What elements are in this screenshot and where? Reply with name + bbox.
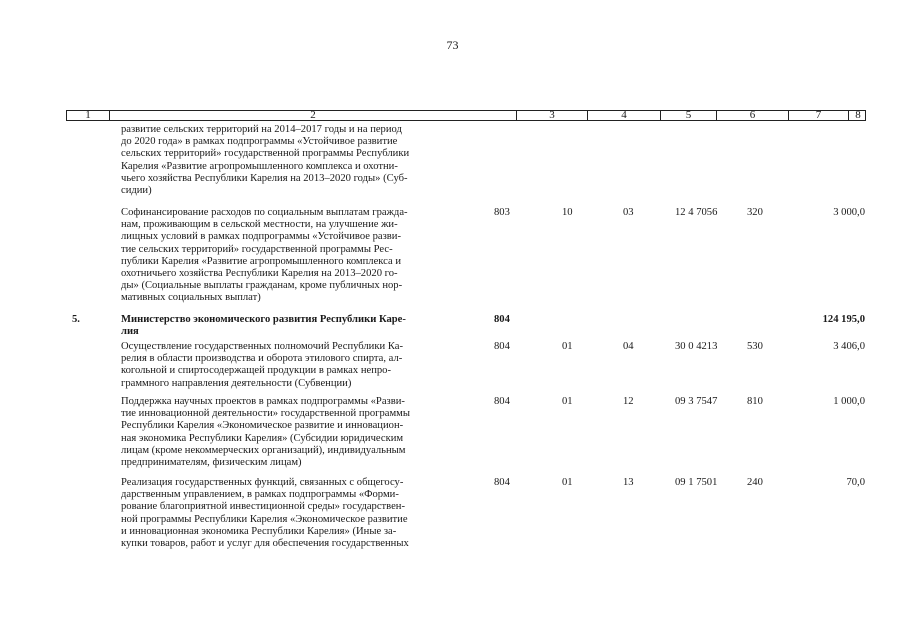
row-c6-value: 09 1 7501: [675, 477, 718, 488]
row-description-line: сельских территорий» государственной программы Республики: [121, 148, 410, 160]
header-cell-4: 4: [588, 111, 661, 120]
row-c8-value: 3 406,0: [833, 341, 865, 352]
row-c5-value: 03: [623, 207, 634, 218]
row-c7-value: 320: [747, 207, 763, 218]
row-description-line: когольной и спиртосодержащей продукции в рамках непро-: [121, 365, 391, 377]
row-c4-value: 01: [562, 396, 573, 407]
row-description-line: ной программы Республики Карелия «Экономическое развитие: [121, 513, 408, 525]
row-c8-value: 70,0: [846, 477, 865, 488]
row-description-line: развитие сельских территорий на 2014–2017 годы и на период: [121, 124, 402, 135]
row-c4-value: 01: [562, 477, 573, 488]
row-description-line: дарственным управлением, в рамках подпрограммы «Форми-: [121, 489, 399, 501]
row-description-line: до 2020 года» в рамках подпрограммы «Устойчивое развитие: [121, 136, 398, 148]
row-description-line: рование благоприятной инвестиционной среды» государствен-: [121, 501, 406, 513]
row-description-line: публики Карелия «Развитие агропромышленного комплекса и: [121, 255, 402, 267]
row-description-line: Поддержка научных проектов в рамках подпрограммы «Разви-: [121, 396, 405, 407]
row-description-line: Реализация государственных функций, связанных с общегосу-: [121, 477, 404, 488]
header-cell-8: 8: [855, 109, 861, 121]
row-c5-value: 04: [623, 341, 634, 352]
page-number: 73: [446, 38, 459, 52]
row-description-line: предпринимателям, физическим лицам): [121, 457, 302, 468]
row-description-line: релия в области производства и оборота этилового спирта, ал-: [121, 353, 403, 365]
row-c3-value: 804: [494, 341, 510, 352]
row-c3-value: 804: [494, 314, 510, 325]
row-description-line: лищных условий в рамках подпрограммы «Устойчивое разви-: [121, 231, 402, 243]
row-description-line: ная экономика Республики Карелия» (Субсидии юридическим: [121, 432, 404, 444]
row-c4-value: 01: [562, 341, 573, 352]
row-description-line: сидии): [121, 185, 152, 196]
row-description-line: ды» (Социальные выплаты гражданам, кроме публичных нор-: [121, 280, 403, 292]
row-c3-value: 803: [494, 207, 510, 218]
row-c5-value: 13: [623, 477, 634, 488]
row-description-line: и инновационная экономика Республики Карелия» (Иные за-: [121, 525, 397, 537]
header-cell-2: 2: [110, 111, 517, 120]
row-description-line: Карелия «Развитие агропромышленного комплекса и охотни-: [121, 160, 398, 172]
row-c3-value: 804: [494, 396, 510, 407]
row-description-line: купки товаров, работ и услуг для обеспечения государственных: [121, 538, 409, 549]
row-description-line: Министерство экономического развития Республики Каре-: [121, 314, 406, 325]
table-header-row: [66, 110, 866, 121]
row-description-line: лицам (кроме некоммерческих организаций), индивидуальным: [121, 444, 406, 456]
row-number: 5.: [72, 314, 80, 325]
row-c8-value: 124 195,0: [822, 314, 865, 325]
header-cell-5: 5: [661, 111, 717, 120]
row-description-line: Софинансирование расходов по социальным выплатам гражда-: [121, 207, 408, 218]
header-cell-1: 1: [67, 111, 110, 120]
row-description-line: охотничьего хозяйства Республики Карелия на 2013–2020 го-: [121, 268, 398, 279]
row-description-line: граммного направления деятельности (Субвенции): [121, 377, 352, 389]
row-description-line: лия: [121, 326, 139, 338]
row-c3-value: 804: [494, 477, 510, 488]
row-description-line: чьего хозяйства Республики Карелия на 2013–2020 годы» (Суб-: [121, 172, 408, 184]
row-description-line: мативных социальных выплат): [121, 292, 261, 304]
row-c7-value: 240: [747, 477, 763, 488]
header-cell-6: 6: [717, 111, 789, 120]
row-description-line: Республики Карелия «Экономическое развитие и инновацион-: [121, 420, 404, 432]
row-c4-value: 10: [562, 207, 573, 218]
row-description-line: тие инновационной деятельности» государственной программы: [121, 408, 410, 420]
header-cell-3: 3: [517, 111, 588, 120]
row-description-line: тие сельских территорий» государственной программы Рес-: [121, 243, 393, 255]
row-c7-value: 530: [747, 341, 763, 352]
row-c7-value: 810: [747, 396, 763, 407]
row-description-line: Осуществление государственных полномочий Республики Ка-: [121, 341, 403, 352]
row-description-line: нам, проживающим в сельской местности, на улучшение жи-: [121, 219, 398, 231]
row-c8-value: 3 000,0: [833, 207, 865, 218]
header-cell-7: 7: [789, 111, 849, 120]
row-c8-value: 1 000,0: [833, 396, 865, 407]
row-c6-value: 09 3 7547: [675, 396, 718, 407]
row-c5-value: 12: [623, 396, 634, 407]
row-c6-value: 12 4 7056: [675, 207, 718, 218]
row-c6-value: 30 0 4213: [675, 341, 718, 352]
